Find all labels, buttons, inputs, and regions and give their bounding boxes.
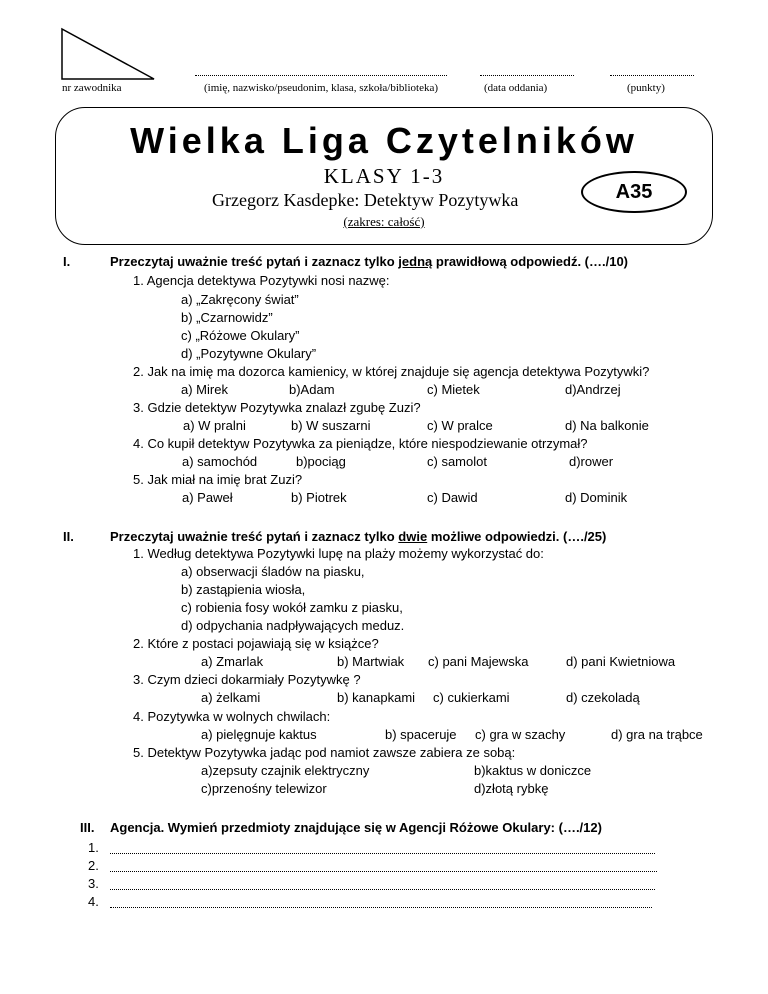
s1-q4-option-a[interactable]: a) samochód — [182, 454, 258, 469]
answer-line-number: 4. — [88, 894, 99, 909]
answer-line[interactable] — [110, 907, 652, 908]
s2-q2-option-b[interactable]: b) Martwiak — [337, 654, 405, 669]
s1-q1-option-a[interactable]: a) „Zakręcony świat” — [181, 292, 299, 307]
s2-q3-option-a[interactable]: a) żelkami — [201, 690, 261, 705]
points-field-line[interactable] — [610, 75, 694, 76]
date-label: (data oddania) — [484, 82, 548, 94]
answer-line[interactable] — [110, 871, 657, 872]
s2-q1-option-c[interactable]: c) robienia fosy wokół zamku z piasku, — [181, 600, 403, 615]
s2-q5-option-a[interactable]: a)zepsuty czajnik elektryczny — [201, 763, 370, 778]
name-label: (imię, nazwisko/pseudonim, klasa, szkoła/biblioteka) — [204, 82, 439, 94]
section-1-instruction: Przeczytaj uważnie treść pytań i zaznacz tylko jedną prawidłową odpowiedź. (…./10) — [110, 254, 629, 269]
s1-q3-option-c[interactable]: c) W pralce — [427, 418, 493, 433]
s1-q2-option-b[interactable]: b)Adam — [289, 382, 335, 397]
s1-q3-text: 3. Gdzie detektyw Pozytywka znalazł zgubę Zuzi? — [133, 400, 421, 415]
s1-q3-option-d[interactable]: d) Na balkonie — [565, 418, 649, 433]
s1-q1-option-c[interactable]: c) „Różowe Okulary” — [181, 328, 300, 343]
date-field-line[interactable] — [480, 75, 574, 76]
s1-q5-option-b[interactable]: b) Piotrek — [291, 490, 347, 505]
s2-q1-option-b[interactable]: b) zastąpienia wiosła, — [181, 582, 306, 597]
grade-level: KLASY 1-3 — [323, 164, 445, 188]
s1-q5-option-a[interactable]: a) Paweł — [182, 490, 233, 505]
code-badge: A35 — [581, 171, 687, 213]
s2-q4-option-a[interactable]: a) pielęgnuje kaktus — [201, 727, 317, 742]
s2-q5-option-d[interactable]: d)złotą rybkę — [474, 781, 549, 796]
s1-q3-option-b[interactable]: b) W suszarni — [291, 418, 371, 433]
s2-q4-text: 4. Pozytywka w wolnych chwilach: — [133, 709, 331, 724]
s1-q5-text: 5. Jak miał na imię brat Zuzi? — [133, 472, 303, 487]
s1-q1-text: 1. Agencja detektywa Pozytywki nosi nazwę: — [133, 273, 390, 288]
answer-line[interactable] — [110, 889, 655, 890]
answer-line-number: 2. — [88, 858, 99, 873]
book-title: Grzegorz Kasdepke: Detektyw Pozytywka — [212, 190, 519, 210]
s1-q2-option-c[interactable]: c) Mietek — [427, 382, 480, 397]
section-2-number: II. — [63, 529, 74, 544]
answer-line-number: 1. — [88, 840, 99, 855]
s2-q2-text: 2. Które z postaci pojawiają się w książce? — [133, 636, 379, 651]
s2-q3-option-b[interactable]: b) kanapkami — [337, 690, 416, 705]
s2-q1-option-a[interactable]: a) obserwacji śladów na piasku, — [181, 564, 365, 579]
s2-q3-option-d[interactable]: d) czekoladą — [566, 690, 640, 705]
s1-q2-text: 2. Jak na imię ma dozorca kamienicy, w której znajduje się agencja detektywa Pozytywki? — [133, 364, 650, 379]
s2-q2-option-a[interactable]: a) Zmarlak — [201, 654, 264, 669]
s1-q5-option-c[interactable]: c) Dawid — [427, 490, 478, 505]
s2-q5-text: 5. Detektyw Pozytywka jadąc pod namiot zawsze zabiera ze sobą: — [133, 745, 516, 760]
name-field-line[interactable] — [195, 75, 447, 76]
answer-line[interactable] — [110, 853, 655, 854]
s1-q4-option-c[interactable]: c) samolot — [427, 454, 487, 469]
s1-q1-option-d[interactable]: d) „Pozytywne Okulary” — [181, 346, 317, 361]
triangle-shape — [58, 26, 158, 82]
section-1-number: I. — [63, 254, 71, 269]
s2-q2-option-d[interactable]: d) pani Kwietniowa — [566, 654, 676, 669]
s2-q1-option-d[interactable]: d) odpychania nadpływających meduz. — [181, 618, 405, 633]
s2-q3-text: 3. Czym dzieci dokarmiały Pozytywkę ? — [133, 672, 361, 687]
s2-q1-text: 1. Według detektywa Pozytywki lupę na plaży możemy wykorzystać do: — [133, 546, 544, 561]
s2-q4-option-c[interactable]: c) gra w szachy — [475, 727, 566, 742]
s1-q4-text: 4. Co kupił detektyw Pozytywka za pieniądze, które niespodziewanie otrzymał? — [133, 436, 588, 451]
s1-q3-option-a[interactable]: a) W pralni — [183, 418, 246, 433]
points-label: (punkty) — [627, 82, 665, 94]
s2-q2-option-c[interactable]: c) pani Majewska — [428, 654, 529, 669]
s1-q4-option-d[interactable]: d)rower — [569, 454, 614, 469]
s1-q5-option-d[interactable]: d) Dominik — [565, 490, 628, 505]
s1-q2-option-a[interactable]: a) Mirek — [181, 382, 228, 397]
section-3-number: III. — [80, 820, 95, 835]
section-3-instruction: Agencja. Wymień przedmioty znajdujące się w Agencji Różowe Okulary: (…./12) — [110, 820, 602, 835]
s2-q4-option-d[interactable]: d) gra na trąbce — [611, 727, 703, 742]
s1-q4-option-b[interactable]: b)pociąg — [296, 454, 346, 469]
page-title: Wielka Liga Czytelników — [130, 120, 638, 161]
scope-note: (zakres: całość) — [343, 214, 425, 229]
s2-q4-option-b[interactable]: b) spaceruje — [385, 727, 457, 742]
s2-q5-option-c[interactable]: c)przenośny telewizor — [201, 781, 327, 796]
s1-q1-option-b[interactable]: b) „Czarnowidz” — [181, 310, 273, 325]
s2-q5-option-b[interactable]: b)kaktus w doniczce — [474, 763, 592, 778]
player-number-label: nr zawodnika — [62, 82, 122, 94]
s1-q2-option-d[interactable]: d)Andrzej — [565, 382, 621, 397]
section-2-instruction: Przeczytaj uważnie treść pytań i zaznacz tylko dwie możliwe odpowiedzi. (…./25) — [110, 529, 607, 544]
answer-line-number: 3. — [88, 876, 99, 891]
s2-q3-option-c[interactable]: c) cukierkami — [433, 690, 510, 705]
